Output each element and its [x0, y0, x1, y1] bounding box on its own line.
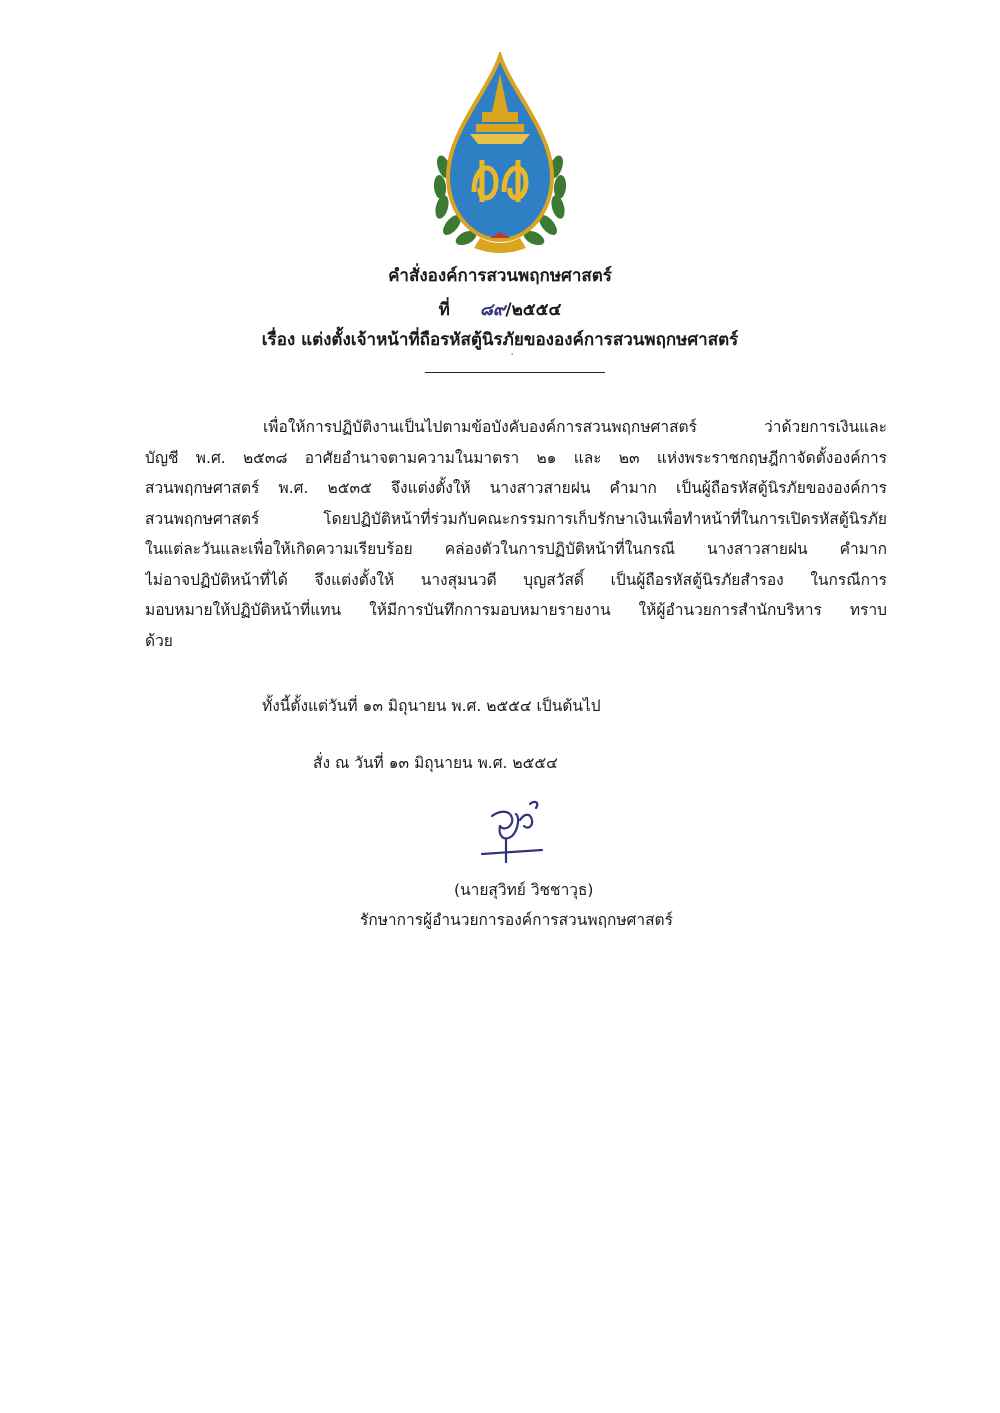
document-title: คำสั่งองค์การสวนพฤกษศาสตร์ [388, 266, 612, 286]
number-label: ที่ [438, 300, 450, 320]
effective-date: ทั้งนี้ตั้งแต่วันที่ ๑๓ มิถุนายน พ.ศ. ๒๕๕๔ เป็นต้นไป [262, 697, 601, 715]
body-paragraph [145, 412, 887, 656]
signer-position: รักษาการผู้อำนวยการองค์การสวนพฤกษศาสตร์ [360, 911, 673, 929]
document-subject: เรื่อง แต่งตั้งเจ้าหน้าที่ถือรหัสตู้นิรภัยขององค์การสวนพฤกษศาสตร์ [261, 330, 739, 350]
organization-emblem [430, 52, 570, 257]
body-line: สวนพฤกษศาสตร์ โดยปฏิบัติหน้าที่ร่วมกับคณะกรรมการเก็บรักษาเงินเพื่อทำหน้าที่ในการเปิดรหัสตู้นิรภัย [145, 509, 887, 528]
body-line: ในแต่ละวันและเพื่อให้เกิดความเรียบร้อย คล่องตัวในการปฏิบัติหน้าที่ในกรณี นางสาวสายฝน คำมาก [145, 540, 887, 558]
divider-mark: ' [511, 352, 514, 361]
document-number [0, 296, 1000, 323]
handwritten-number: ๘๙ [479, 300, 506, 320]
body-line: มอบหมายให้ปฏิบัติหน้าที่แทน ให้มีการบันทึกการมอบหมายรายงาน ให้ผู้อำนวยการสำนักบริหาร ทราบ [145, 601, 887, 619]
handwritten-signature [470, 796, 560, 868]
body-line: สวนพฤกษศาสตร์ พ.ศ. ๒๕๓๕ จึงแต่งตั้งให้ นางสาวสายฝน คำมาก เป็นผู้ถือรหัสตู้นิรภัยขององค์การ [145, 479, 887, 497]
number-year: /๒๕๕๔ [505, 300, 562, 320]
body-line: ไม่อาจปฏิบัติหน้าที่ได้ จึงแต่งตั้งให้ นางสุมนวดี บุญสวัสดิ์ เป็นผู้ถือรหัสตู้นิรภัยสำรอง ในกรณีการ [145, 570, 887, 589]
body-line: ด้วย [145, 631, 173, 650]
order-date: สั่ง ณ วันที่ ๑๓ มิถุนายน พ.ศ. ๒๕๕๔ [313, 754, 558, 772]
body-line: เพื่อให้การปฏิบัติงานเป็นไปตามข้อบังคับองค์การสวนพฤกษศาสตร์ ว่าด้วยการเงินและ [263, 418, 887, 436]
title-divider [425, 372, 605, 373]
signer-name: (นายสุวิทย์ วิชชาวุธ) [454, 881, 594, 899]
body-line: บัญชี พ.ศ. ๒๕๓๘ อาศัยอำนาจตามความในมาตรา ๒๑ และ ๒๓ แห่งพระราชกฤษฎีกาจัดตั้งองค์การ [145, 448, 887, 467]
